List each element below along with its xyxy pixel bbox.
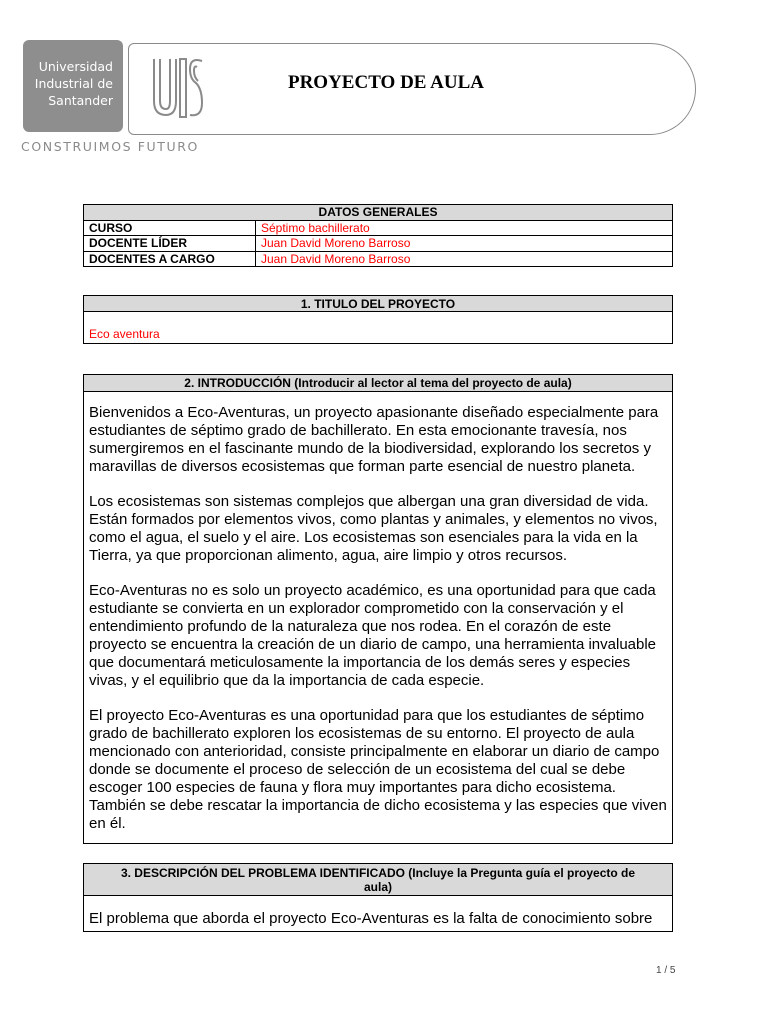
project-title-heading: 1. TITULO DEL PROYECTO <box>84 296 673 312</box>
row-value: Juan David Moreno Barroso <box>256 251 673 267</box>
introduction-table <box>83 374 673 844</box>
project-title-table <box>83 295 673 344</box>
introduction-heading: 2. INTRODUCCIÓN (Introducir al lector al tema del proyecto de aula) <box>84 375 673 392</box>
paragraph: Bienvenidos a Eco-Aventuras, un proyecto apasionante diseñado especialmente para estudiantes de séptimo grado de bachillerato. En esta emocionante travesía, nos sumergiremos en el fascinante mundo de la biodiversidad, explorando los secretos y maravillas de diversos ecosistemas que forman parte esencial de nuestro planeta. <box>89 404 659 475</box>
row-label: DOCENTE LÍDER <box>84 236 256 252</box>
general-data-table <box>83 204 673 267</box>
university-slogan: CONSTRUIMOS FUTURO <box>21 139 199 154</box>
page-number: 1 / 5 <box>656 965 676 976</box>
uis-emblem-icon <box>150 53 206 123</box>
paragraph: El proyecto Eco-Aventuras es una oportunidad para que los estudiantes de séptimo grado de bachillerato exploren los ecosistemas de su entorno. El proyecto de aula mencionado con anterioridad, consiste principalmente en elaborar un diario de campo donde se documente el proceso de selección de un ecosistema del cual se debe escoger 100 especies de fauna y flora muy importantes para dicho ecosistema. También se debe rescatar la importancia de dicho ecosistema y las especies que viven en él. <box>89 707 667 832</box>
problem-body: El problema que aborda el proyecto Eco-Aventuras es la falta de conocimiento sobre <box>84 896 673 932</box>
project-title-value: Eco aventura <box>84 312 673 344</box>
paragraph: Eco-Aventuras no es solo un proyecto académico, es una oportunidad para que cada estudiante se convierta en un explorador comprometido con la conservación y el entendimiento profundo de la naturaleza que nos rodea. En el corazón de este proyecto se encuentra la creación de un diario de campo, una herramienta invaluable que documentará meticulosamente la importancia de los demás seres y especies vivas, y el equilibrio que da la importancia de cada especie. <box>89 582 657 689</box>
general-data-heading: DATOS GENERALES <box>84 205 673 221</box>
problem-heading: 3. DESCRIPCIÓN DEL PROBLEMA IDENTIFICADO (Incluye la Pregunta guía el proyecto de aula) <box>84 864 673 896</box>
logo-line-2: Industrial de <box>34 76 113 91</box>
introduction-body <box>84 392 673 844</box>
table-row <box>84 236 673 252</box>
row-value: Séptimo bachillerato <box>256 220 673 236</box>
problem-table <box>83 863 673 932</box>
document-title: PROYECTO DE AULA <box>287 72 484 93</box>
row-label: DOCENTES A CARGO <box>84 251 256 267</box>
paragraph: Los ecosistemas son sistemas complejos que albergan una gran diversidad de vida. Están formados por elementos vivos, como plantas y animales, y elementos no vivos, como el agua, el suelo y el aire. Los ecosistemas son esenciales para la vida en la Tierra, ya que proporcionan alimento, agua, aire limpio y otros recursos. <box>89 493 658 564</box>
table-row <box>84 251 673 267</box>
row-label: CURSO <box>84 220 256 236</box>
table-row <box>84 220 673 236</box>
logo-line-1: Universidad <box>38 59 113 74</box>
university-logo <box>23 40 123 132</box>
row-value: Juan David Moreno Barroso <box>256 236 673 252</box>
logo-line-3: Santander <box>48 93 113 108</box>
